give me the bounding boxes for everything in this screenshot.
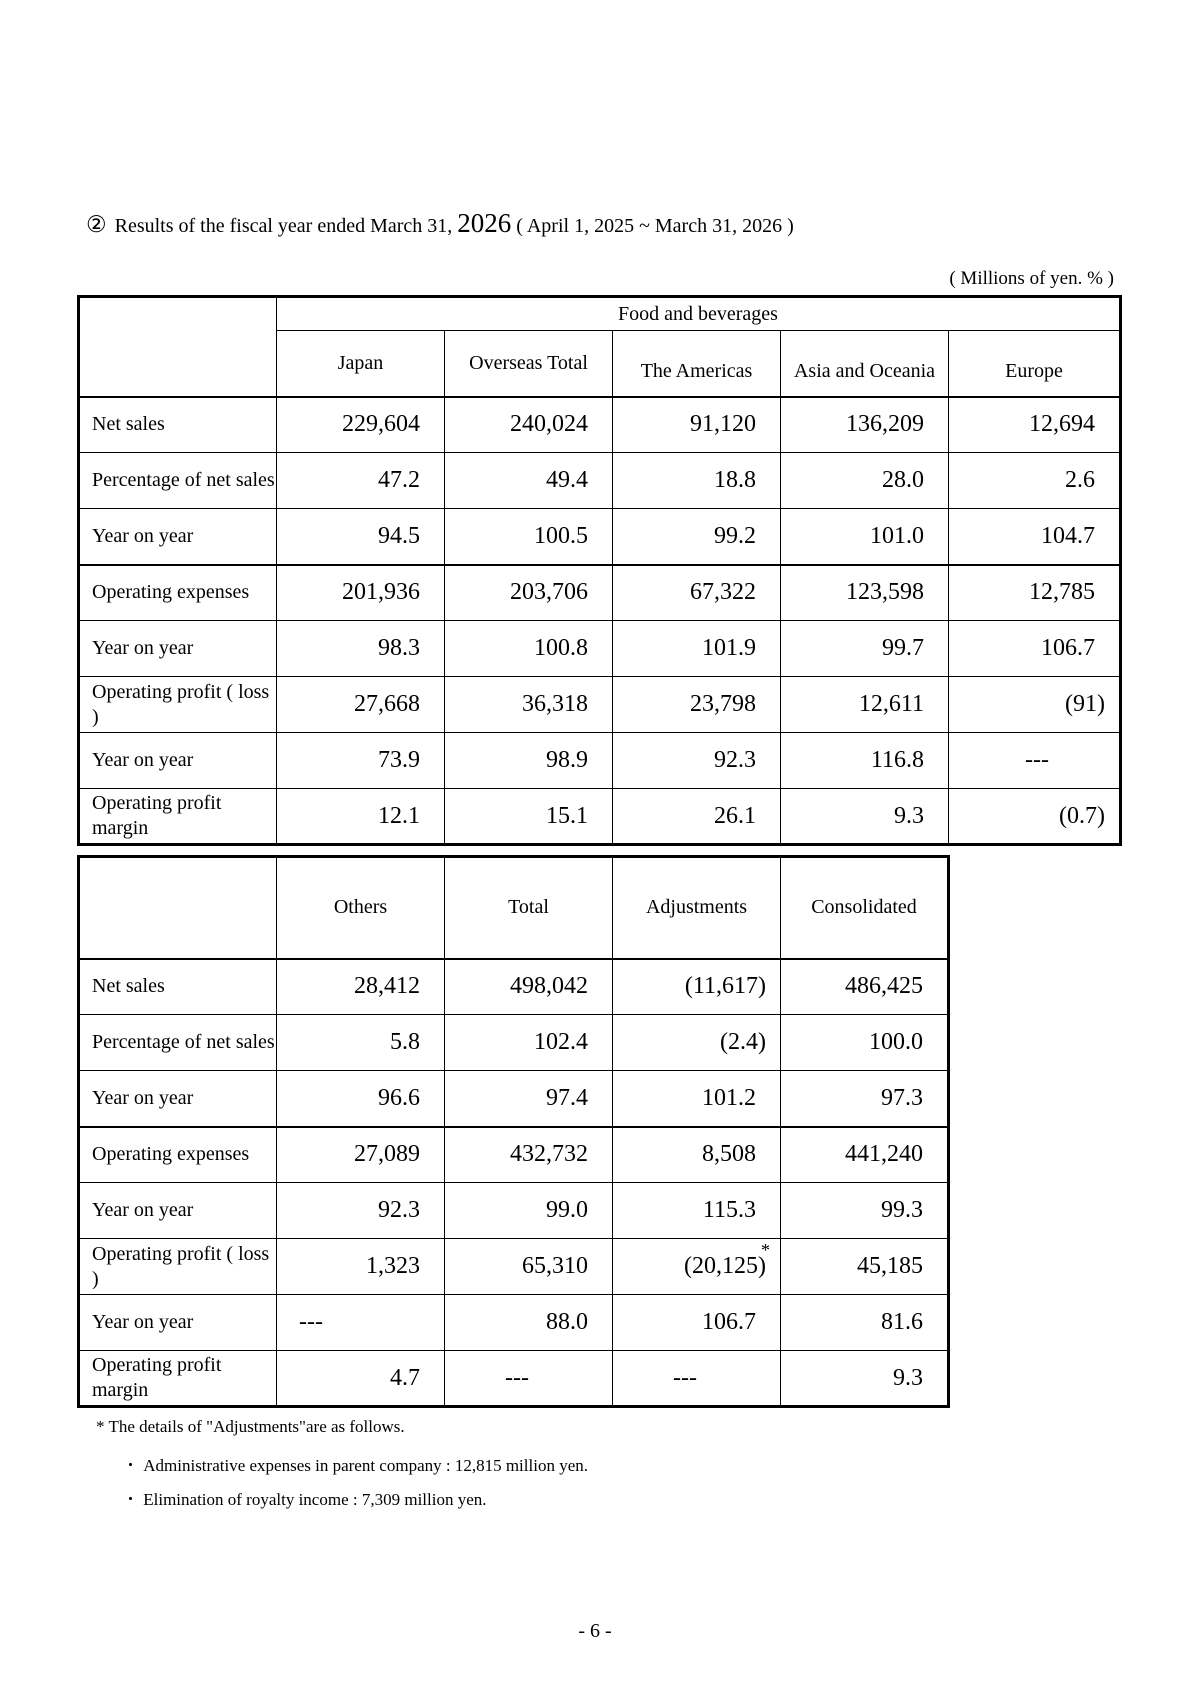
- footnote-item: ・ Elimination of royalty income : 7,309 million yen.: [122, 1490, 487, 1509]
- cell-value: 136,209: [781, 397, 949, 453]
- col-header-consolidated: Consolidated: [781, 857, 949, 959]
- table-row: [79, 733, 1121, 789]
- cell-value: 97.3: [781, 1071, 949, 1127]
- col-header-europe: Europe: [949, 331, 1121, 397]
- cell-value: 92.3: [277, 1183, 445, 1239]
- row-label: Year on year: [79, 621, 277, 677]
- cell-value: 12.1: [277, 789, 445, 845]
- page-number: - 6 -: [578, 1620, 612, 1642]
- cell-value: 27,089: [277, 1127, 445, 1183]
- footnote-item: ・ Administrative expenses in parent company : 12,815 million yen.: [122, 1456, 588, 1475]
- cell-value: 99.2: [613, 509, 781, 565]
- table-row: [79, 453, 1121, 509]
- cell-value: 229,604: [277, 397, 445, 453]
- cell-value: 15.1: [445, 789, 613, 845]
- table-row: [79, 1239, 949, 1295]
- cell-value: 100.0: [781, 1015, 949, 1071]
- cell-value-adjustments-profit: [613, 1239, 781, 1295]
- cell-value: (20,125): [684, 1253, 766, 1279]
- cell-value: 4.7: [277, 1351, 445, 1407]
- cell-value: 498,042: [445, 959, 613, 1015]
- cell-value: 12,611: [781, 677, 949, 733]
- cell-value: ---: [613, 1351, 781, 1407]
- row-label: Operating expenses: [79, 1127, 277, 1183]
- row-label: Year on year: [79, 1071, 277, 1127]
- cell-value: 106.7: [613, 1295, 781, 1351]
- cell-value: (2.4): [613, 1015, 781, 1071]
- cell-value: 98.3: [277, 621, 445, 677]
- cell-value: 47.2: [277, 453, 445, 509]
- cell-value: 36,318: [445, 677, 613, 733]
- cell-value: 102.4: [445, 1015, 613, 1071]
- cell-value: ---: [445, 1351, 613, 1407]
- section-heading: [86, 208, 794, 239]
- col-header-adjustments: Adjustments: [613, 857, 781, 959]
- cell-value: 23,798: [613, 677, 781, 733]
- segment-table-totals: [77, 855, 950, 1408]
- cell-value: 96.6: [277, 1071, 445, 1127]
- row-label: Operating profit margin: [79, 789, 277, 845]
- row-label: Percentage of net sales: [79, 1015, 277, 1071]
- row-label: Operating profit ( loss ): [79, 1239, 277, 1295]
- header-corner-cell: [79, 297, 277, 397]
- cell-value: 94.5: [277, 509, 445, 565]
- cell-value: 115.3: [613, 1183, 781, 1239]
- cell-value: 28,412: [277, 959, 445, 1015]
- row-label: Net sales: [79, 397, 277, 453]
- heading-period: ( April 1, 2025 ~ March 31, 2026 ): [516, 215, 794, 237]
- cell-value: 91,120: [613, 397, 781, 453]
- table-row: [79, 1295, 949, 1351]
- table-row: [79, 1127, 949, 1183]
- row-label: Year on year: [79, 1183, 277, 1239]
- col-header-japan: Japan: [277, 331, 445, 397]
- section-marker: ②: [86, 212, 107, 237]
- segment-table-food-beverages: [77, 295, 1122, 846]
- cell-value: 97.4: [445, 1071, 613, 1127]
- cell-value: (0.7): [949, 789, 1121, 845]
- col-header-overseas-total: Overseas Total: [445, 331, 613, 397]
- cell-value: 240,024: [445, 397, 613, 453]
- table-row: [79, 621, 1121, 677]
- table-row: [79, 1351, 949, 1407]
- cell-value: 486,425: [781, 959, 949, 1015]
- table-row: [79, 565, 1121, 621]
- cell-value: 1,323: [277, 1239, 445, 1295]
- cell-value: 26.1: [613, 789, 781, 845]
- cell-value: 27,668: [277, 677, 445, 733]
- cell-value: 203,706: [445, 565, 613, 621]
- row-label: Net sales: [79, 959, 277, 1015]
- row-label: Operating profit ( loss ): [79, 677, 277, 733]
- cell-value: ---: [949, 733, 1121, 789]
- heading-text: Results of the fiscal year ended March 31,: [114, 215, 453, 237]
- cell-value: 101.2: [613, 1071, 781, 1127]
- cell-value: 100.5: [445, 509, 613, 565]
- cell-value: 100.8: [445, 621, 613, 677]
- col-header-asia-oceania: Asia and Oceania: [781, 331, 949, 397]
- col-header-total: Total: [445, 857, 613, 959]
- cell-value: 99.3: [781, 1183, 949, 1239]
- cell-value: 101.9: [613, 621, 781, 677]
- cell-value: 81.6: [781, 1295, 949, 1351]
- row-label: Operating profit margin: [79, 1351, 277, 1407]
- cell-value: 45,185: [781, 1239, 949, 1295]
- cell-value: 432,732: [445, 1127, 613, 1183]
- cell-value: 2.6: [949, 453, 1121, 509]
- table-row: [79, 789, 1121, 845]
- table-row: [79, 1071, 949, 1127]
- table-row: [79, 959, 949, 1015]
- col-header-americas: The Americas: [613, 331, 781, 397]
- cell-value: 67,322: [613, 565, 781, 621]
- heading-year: 2026: [457, 208, 512, 238]
- cell-value: 5.8: [277, 1015, 445, 1071]
- cell-value: 65,310: [445, 1239, 613, 1295]
- cell-value: 106.7: [949, 621, 1121, 677]
- table-row: [79, 397, 1121, 453]
- cell-value: 12,785: [949, 565, 1121, 621]
- cell-value: ---: [277, 1295, 445, 1351]
- cell-value: 104.7: [949, 509, 1121, 565]
- row-label: Year on year: [79, 1295, 277, 1351]
- row-label: Year on year: [79, 733, 277, 789]
- group-header: Food and beverages: [277, 297, 1121, 331]
- unit-note: ( Millions of yen. % ): [949, 268, 1114, 289]
- cell-value: 99.0: [445, 1183, 613, 1239]
- cell-value: 49.4: [445, 453, 613, 509]
- cell-value: 116.8: [781, 733, 949, 789]
- cell-value: 101.0: [781, 509, 949, 565]
- table-row: [79, 509, 1121, 565]
- cell-value: 28.0: [781, 453, 949, 509]
- row-label: Year on year: [79, 509, 277, 565]
- cell-value: 98.9: [445, 733, 613, 789]
- cell-value: 9.3: [781, 789, 949, 845]
- cell-value: 441,240: [781, 1127, 949, 1183]
- cell-value: (11,617): [613, 959, 781, 1015]
- cell-value: 12,694: [949, 397, 1121, 453]
- cell-value: 88.0: [445, 1295, 613, 1351]
- cell-value: 99.7: [781, 621, 949, 677]
- cell-value: 9.3: [781, 1351, 949, 1407]
- header-corner-cell: [79, 857, 277, 959]
- cell-value: 201,936: [277, 565, 445, 621]
- cell-value: 73.9: [277, 733, 445, 789]
- table-row: [79, 677, 1121, 733]
- cell-value: 8,508: [613, 1127, 781, 1183]
- cell-value: (91): [949, 677, 1121, 733]
- cell-value: 18.8: [613, 453, 781, 509]
- col-header-others: Others: [277, 857, 445, 959]
- cell-value: 92.3: [613, 733, 781, 789]
- footnote-intro: * The details of "Adjustments"are as follows.: [96, 1417, 405, 1436]
- footnote-asterisk: *: [761, 1240, 770, 1260]
- row-label: Operating expenses: [79, 565, 277, 621]
- row-label: Percentage of net sales: [79, 453, 277, 509]
- table-row: [79, 1015, 949, 1071]
- table-row: [79, 1183, 949, 1239]
- cell-value: 123,598: [781, 565, 949, 621]
